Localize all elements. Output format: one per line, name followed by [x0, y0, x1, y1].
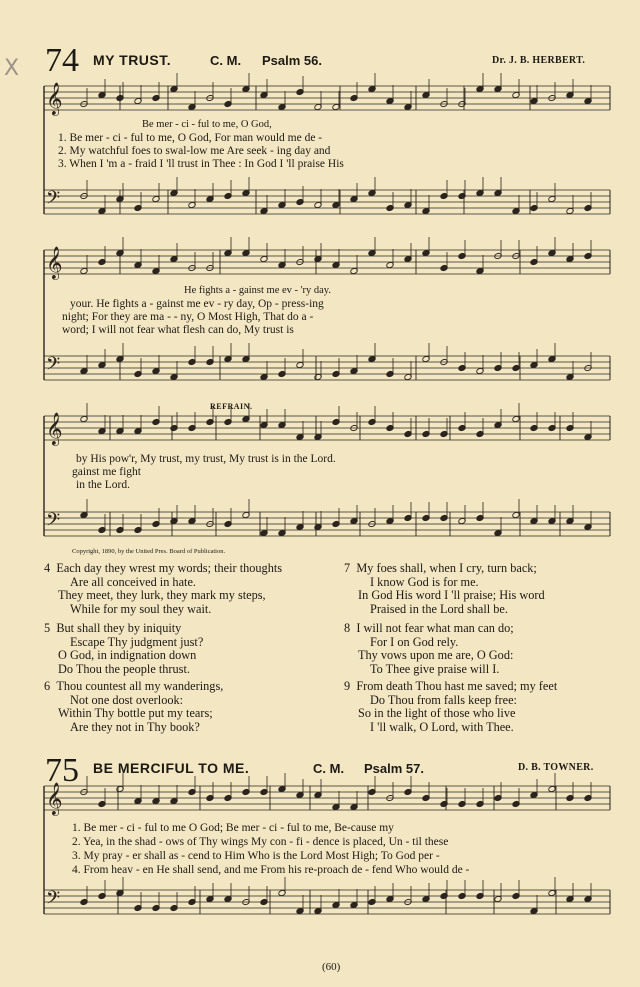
stanza-6: 6 Thou countest all my wanderings, Not one dost overlook: Within Thy bottle put my tears; Are they not in Thy book? [44, 679, 224, 734]
stanza-4: 4 Each day they wrest my words; their thoughts Are all conceived in hate. They meet, they lurk, they mark my steps, While for my soul they wait. [44, 561, 283, 616]
hymn-75-meter: C. M. [313, 761, 345, 776]
system2-verse2: night; For they are ma - - ny, O Most High, That do a - [62, 311, 314, 323]
system1-echo-lyric: Be mer - ci - ful to me, O God, [142, 119, 272, 130]
hymn-75-composer: D. B. TOWNER. [518, 762, 594, 773]
stanza-7: 7 My foes shall, when I cry, turn back; I know God is for me. In God His word I 'll praise; His word Praised in the Lord shall be. [344, 561, 545, 616]
page-number: (60) [322, 961, 341, 973]
svg-text:𝄞: 𝄞 [46, 782, 63, 815]
system2-verse3: word; I will not fear what flesh can do, My trust is [62, 324, 294, 336]
stanza-5: 5 But shall they by iniquity Escape Thy judgment just? O God, in indignation down Do Thou the people thrust. [44, 621, 204, 676]
system1-verse1: 1. Be mer - ci - ful to me, O God, For man would me de - [58, 132, 323, 144]
hymn-74-meter: C. M. [210, 53, 242, 68]
hymn75-verse4: 4. From heav - en He shall send, and me From his re-proach de - fend Who would de - [72, 864, 470, 876]
hymn75-verse1: 1. Be mer - ci - ful to me O God; Be mer - ci - ful to me, Be-cause my [72, 822, 394, 834]
hymn-74-title: MY TRUST. [93, 52, 172, 68]
system3-verse1: by His pow'r, My trust, my trust, My trust is in the Lord. [76, 453, 336, 465]
svg-text:𝄢: 𝄢 [46, 188, 61, 213]
stanza-8: 8 I will not fear what man can do; For I on God rely. Thy vows upon me are, O God: To Thee give praise will I. [344, 621, 514, 676]
stanza-9: 9 From death Thou hast me saved; my feet Do Thou from falls keep free: So in the light of those who live I 'll walk, O Lord, with Thee. [344, 679, 558, 734]
hymn-75-title: BE MERCIFUL TO ME. [93, 760, 250, 776]
system1-verse2: 2. My watchful foes to swal-low me Are seek - ing day and [58, 145, 331, 157]
hymn-74-composer: Dr. J. B. HERBERT. [492, 55, 586, 66]
copyright-notice: Copyright, 1890, by the United Pres. Board of Publication. [72, 548, 226, 555]
hymn75-verse2: 2. Yea, in the shad - ows of Thy wings My con - fi - dence is placed, Un - til these [72, 836, 449, 848]
system3-verse2: gainst me fight [72, 466, 141, 478]
system2-echo-lyric: He fights a - gainst me ev - 'ry day. [184, 285, 331, 296]
svg-text:𝄞: 𝄞 [46, 82, 63, 115]
svg-text:𝄢: 𝄢 [46, 354, 61, 379]
margin-x-mark: X [4, 56, 20, 81]
svg-text:𝄞: 𝄞 [46, 246, 63, 279]
hymn-75-number: 75 [45, 752, 79, 789]
svg-text:𝄞: 𝄞 [46, 412, 63, 445]
system1-verse3: 3. When I 'm a - fraid I 'll trust in Thee : In God I 'll praise His [58, 158, 344, 170]
hymn-74-psalm: Psalm 56. [262, 53, 322, 68]
hymn-75-psalm: Psalm 57. [364, 761, 424, 776]
refrain-label: REFRAIN. [210, 402, 253, 411]
svg-text:𝄢: 𝄢 [46, 888, 61, 913]
system3-verse3: in the Lord. [76, 479, 130, 491]
system2-verse1: your. He fights a - gainst me ev - ry day, Op - press-ing [70, 298, 324, 310]
svg-text:𝄢: 𝄢 [46, 510, 61, 535]
hymn75-verse3: 3. My pray - er shall as - cend to Him Who is the Lord Most High; To God per - [72, 850, 440, 862]
hymn-74-number: 74 [45, 42, 79, 79]
